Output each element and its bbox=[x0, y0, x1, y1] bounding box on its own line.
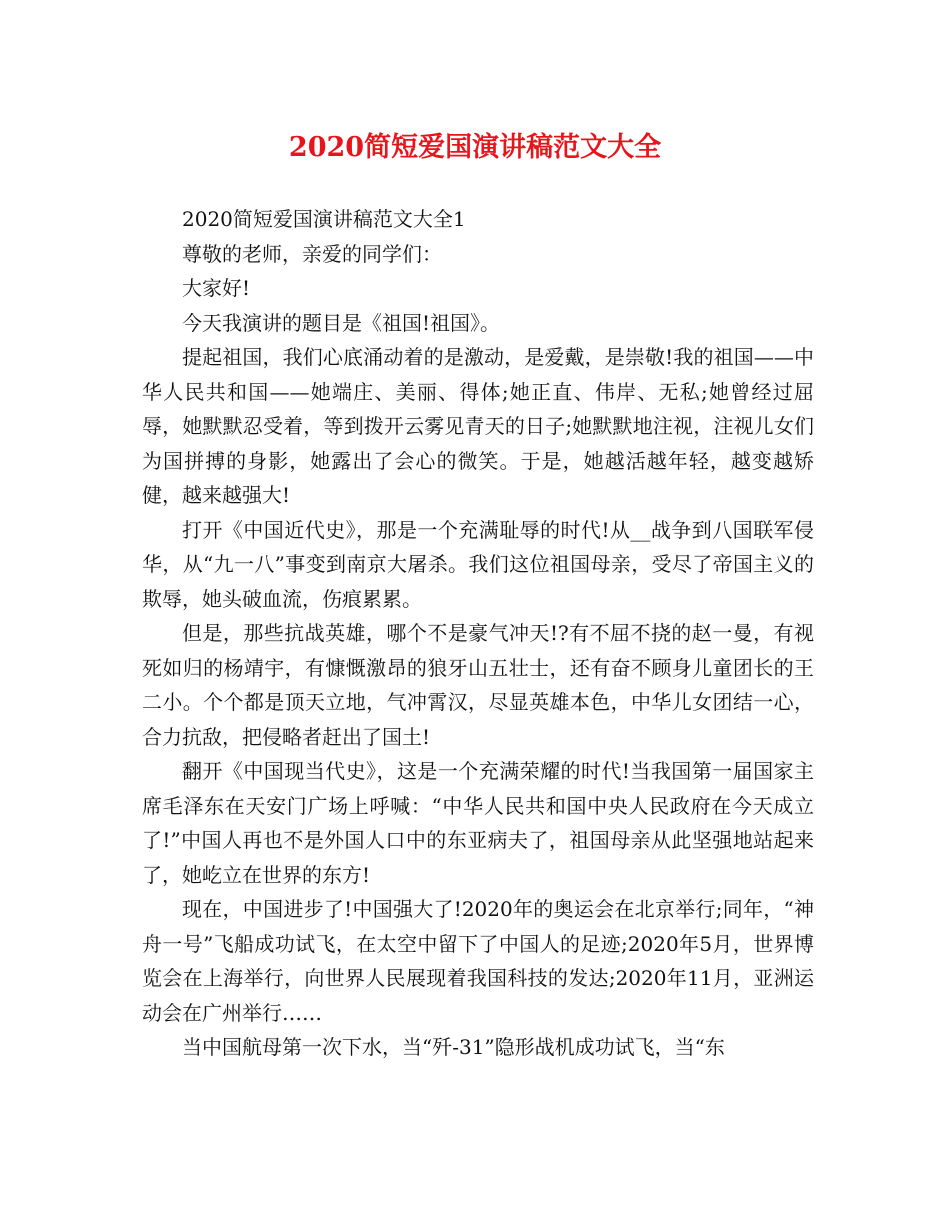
paragraph-subtitle: 2020简短爱国演讲稿范文大全1 bbox=[182, 207, 466, 231]
paragraph: 当中国航母第一次下水，当“歼-31”隐形战机成功试飞，当“东 bbox=[182, 1035, 725, 1059]
document-body bbox=[142, 202, 814, 1065]
paragraph: 翻开《中国现当代史》，这是一个充满荣耀的时代!当我国第一届国家主席毛泽东在天安门广场上呼喊：“中华人民共和国中央人民政府在今天成立了!”中国人再也不是外国人口中的东亚病夫了，祖国母亲从此坚强地站起来了，她屹立在世界的东方! bbox=[142, 759, 814, 887]
paragraph: 现在，中国进步了!中国强大了!2020年的奥运会在北京举行;同年，“神舟一号”飞船成功试飞，在太空中留下了中国人的足迹;2020年5月，世界博览会在上海举行，向世界人民展现着我国科技的发达;2020年11月，亚洲运动会在广州举行…… bbox=[142, 897, 814, 1025]
paragraph: 打开《中国近代史》，那是一个充满耻辱的时代!从__战争到八国联军侵华，从“九一八”事变到南京大屠杀。我们这位祖国母亲，受尽了帝国主义的欺辱，她头破血流，伤痕累累。 bbox=[142, 517, 814, 611]
document-title: 2020简短爱国演讲稿范文大全 bbox=[288, 132, 662, 163]
paragraph: 但是，那些抗战英雄，哪个不是豪气冲天!?有不屈不挠的赵一曼，有视死如归的杨靖宇，有慷慨激昂的狼牙山五壮士，还有奋不顾身儿童团长的王二小。个个都是顶天立地，气冲霄汉，尽显英雄本色，中华儿女团结一心，合力抗敌，把侵略者赶出了国土! bbox=[142, 621, 814, 749]
paragraph-greeting: 大家好! bbox=[182, 276, 251, 300]
paragraph: 提起祖国，我们心底涌动着的是激动，是爱戴，是崇敬!我的祖国——中华人民共和国——她端庄、美丽、得体;她正直、伟岸、无私;她曾经过屈辱，她默默忍受着，等到拨开云雾见青天的日子;她默默地注视，注视儿女们为国拼搏的身影，她露出了会心的微笑。于是，她越活越年轻，越变越矫健，越来越强大! bbox=[142, 345, 814, 507]
paragraph-salutation: 尊敬的老师，亲爱的同学们： bbox=[182, 241, 442, 266]
paragraph-topic: 今天我演讲的题目是《祖国!祖国》。 bbox=[182, 310, 501, 335]
